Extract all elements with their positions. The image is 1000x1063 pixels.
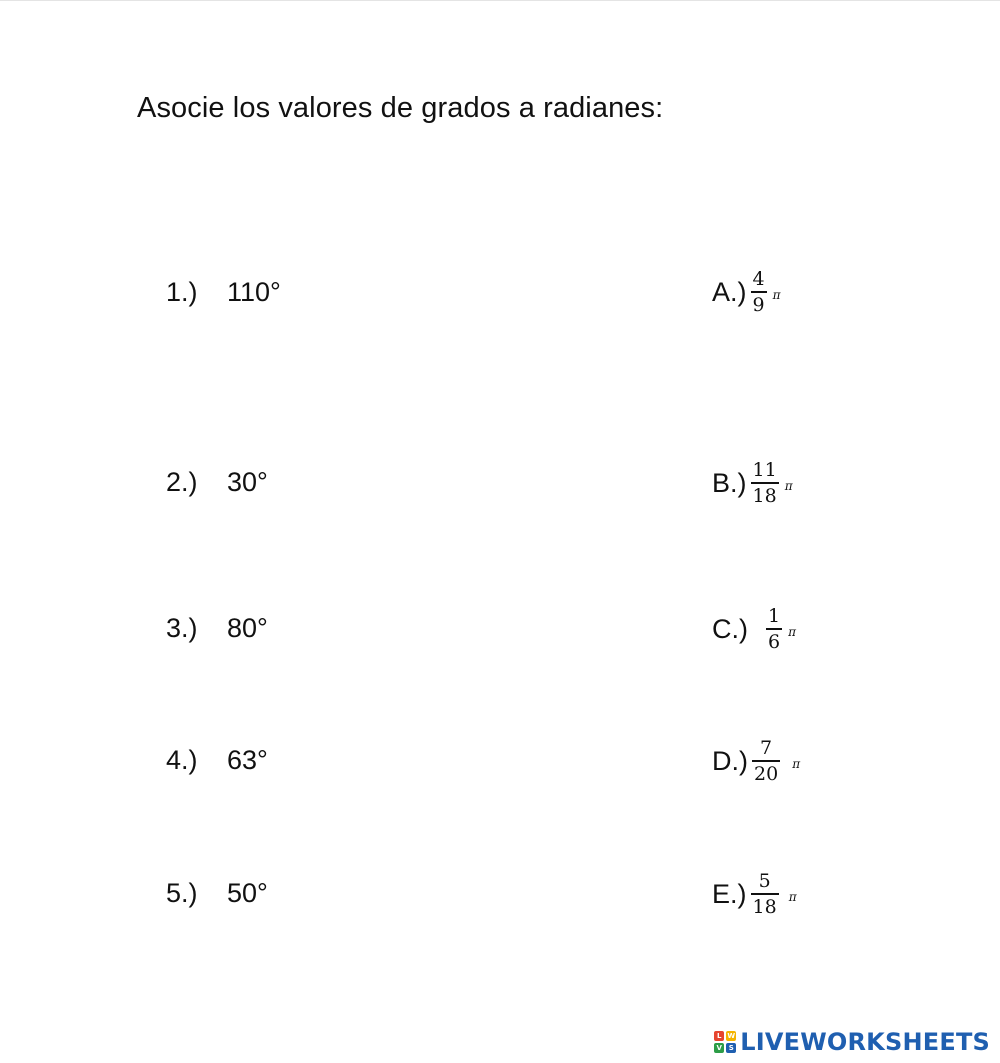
radian-fraction [751, 458, 779, 508]
page-top-border [0, 0, 1000, 1]
radian-fraction [751, 267, 767, 317]
degree-value: 30° [227, 466, 268, 497]
degree-number: 1.) [166, 276, 198, 307]
degree-number: 3.) [166, 612, 198, 643]
pi-symbol: π [788, 890, 797, 904]
logo-icon-tile: L [714, 1031, 724, 1041]
degree-value: 50° [227, 877, 268, 908]
fraction-denominator: 6 [768, 631, 781, 653]
degree-item-4 [166, 740, 268, 780]
radian-letter: B.) [712, 467, 747, 498]
logo-text: LIVEWORKSHEETS [740, 1028, 990, 1056]
pi-symbol: π [772, 288, 781, 302]
degree-item-3 [166, 608, 268, 648]
logo-icon-tile: W [727, 1032, 736, 1040]
degree-value: 63° [227, 744, 268, 775]
radian-item-b [712, 448, 793, 518]
logo-icon [714, 1031, 736, 1053]
radian-item-d [712, 726, 800, 796]
liveworksheets-logo [714, 1027, 990, 1057]
degree-number: 2.) [166, 466, 198, 497]
radian-item-c [712, 594, 796, 664]
degree-item-2 [166, 462, 268, 502]
radian-fraction [751, 869, 779, 919]
pi-symbol: π [788, 625, 796, 639]
degree-value: 110° [227, 276, 281, 307]
fraction-numerator: 7 [760, 737, 773, 759]
fraction-numerator: 4 [752, 268, 765, 290]
radian-item-a [712, 257, 781, 327]
radian-item-e [712, 859, 797, 929]
fraction-denominator: 9 [752, 294, 765, 316]
degree-number: 5.) [166, 877, 198, 908]
degree-number: 4.) [166, 744, 198, 775]
logo-icon-tile: S [726, 1043, 736, 1053]
pi-symbol: π [792, 757, 801, 771]
logo-icon-tile: V [714, 1043, 724, 1053]
radian-letter: C.) [712, 613, 748, 644]
pi-symbol: π [784, 479, 793, 493]
fraction-numerator: 1 [768, 605, 781, 627]
fraction-denominator: 18 [752, 896, 777, 918]
fraction-denominator: 20 [754, 763, 779, 785]
degree-item-1 [166, 272, 281, 312]
fraction-numerator: 5 [758, 870, 771, 892]
radian-letter: D.) [712, 745, 748, 776]
radian-fraction [752, 736, 780, 786]
radian-fraction [766, 604, 782, 654]
fraction-numerator: 11 [752, 459, 777, 481]
degree-item-5 [166, 873, 268, 913]
worksheet-title: Asocie los valores de grados a radianes: [137, 92, 664, 124]
fraction-denominator: 18 [752, 485, 777, 507]
radian-letter: A.) [712, 276, 747, 307]
degree-value: 80° [227, 612, 268, 643]
radian-letter: E.) [712, 878, 747, 909]
